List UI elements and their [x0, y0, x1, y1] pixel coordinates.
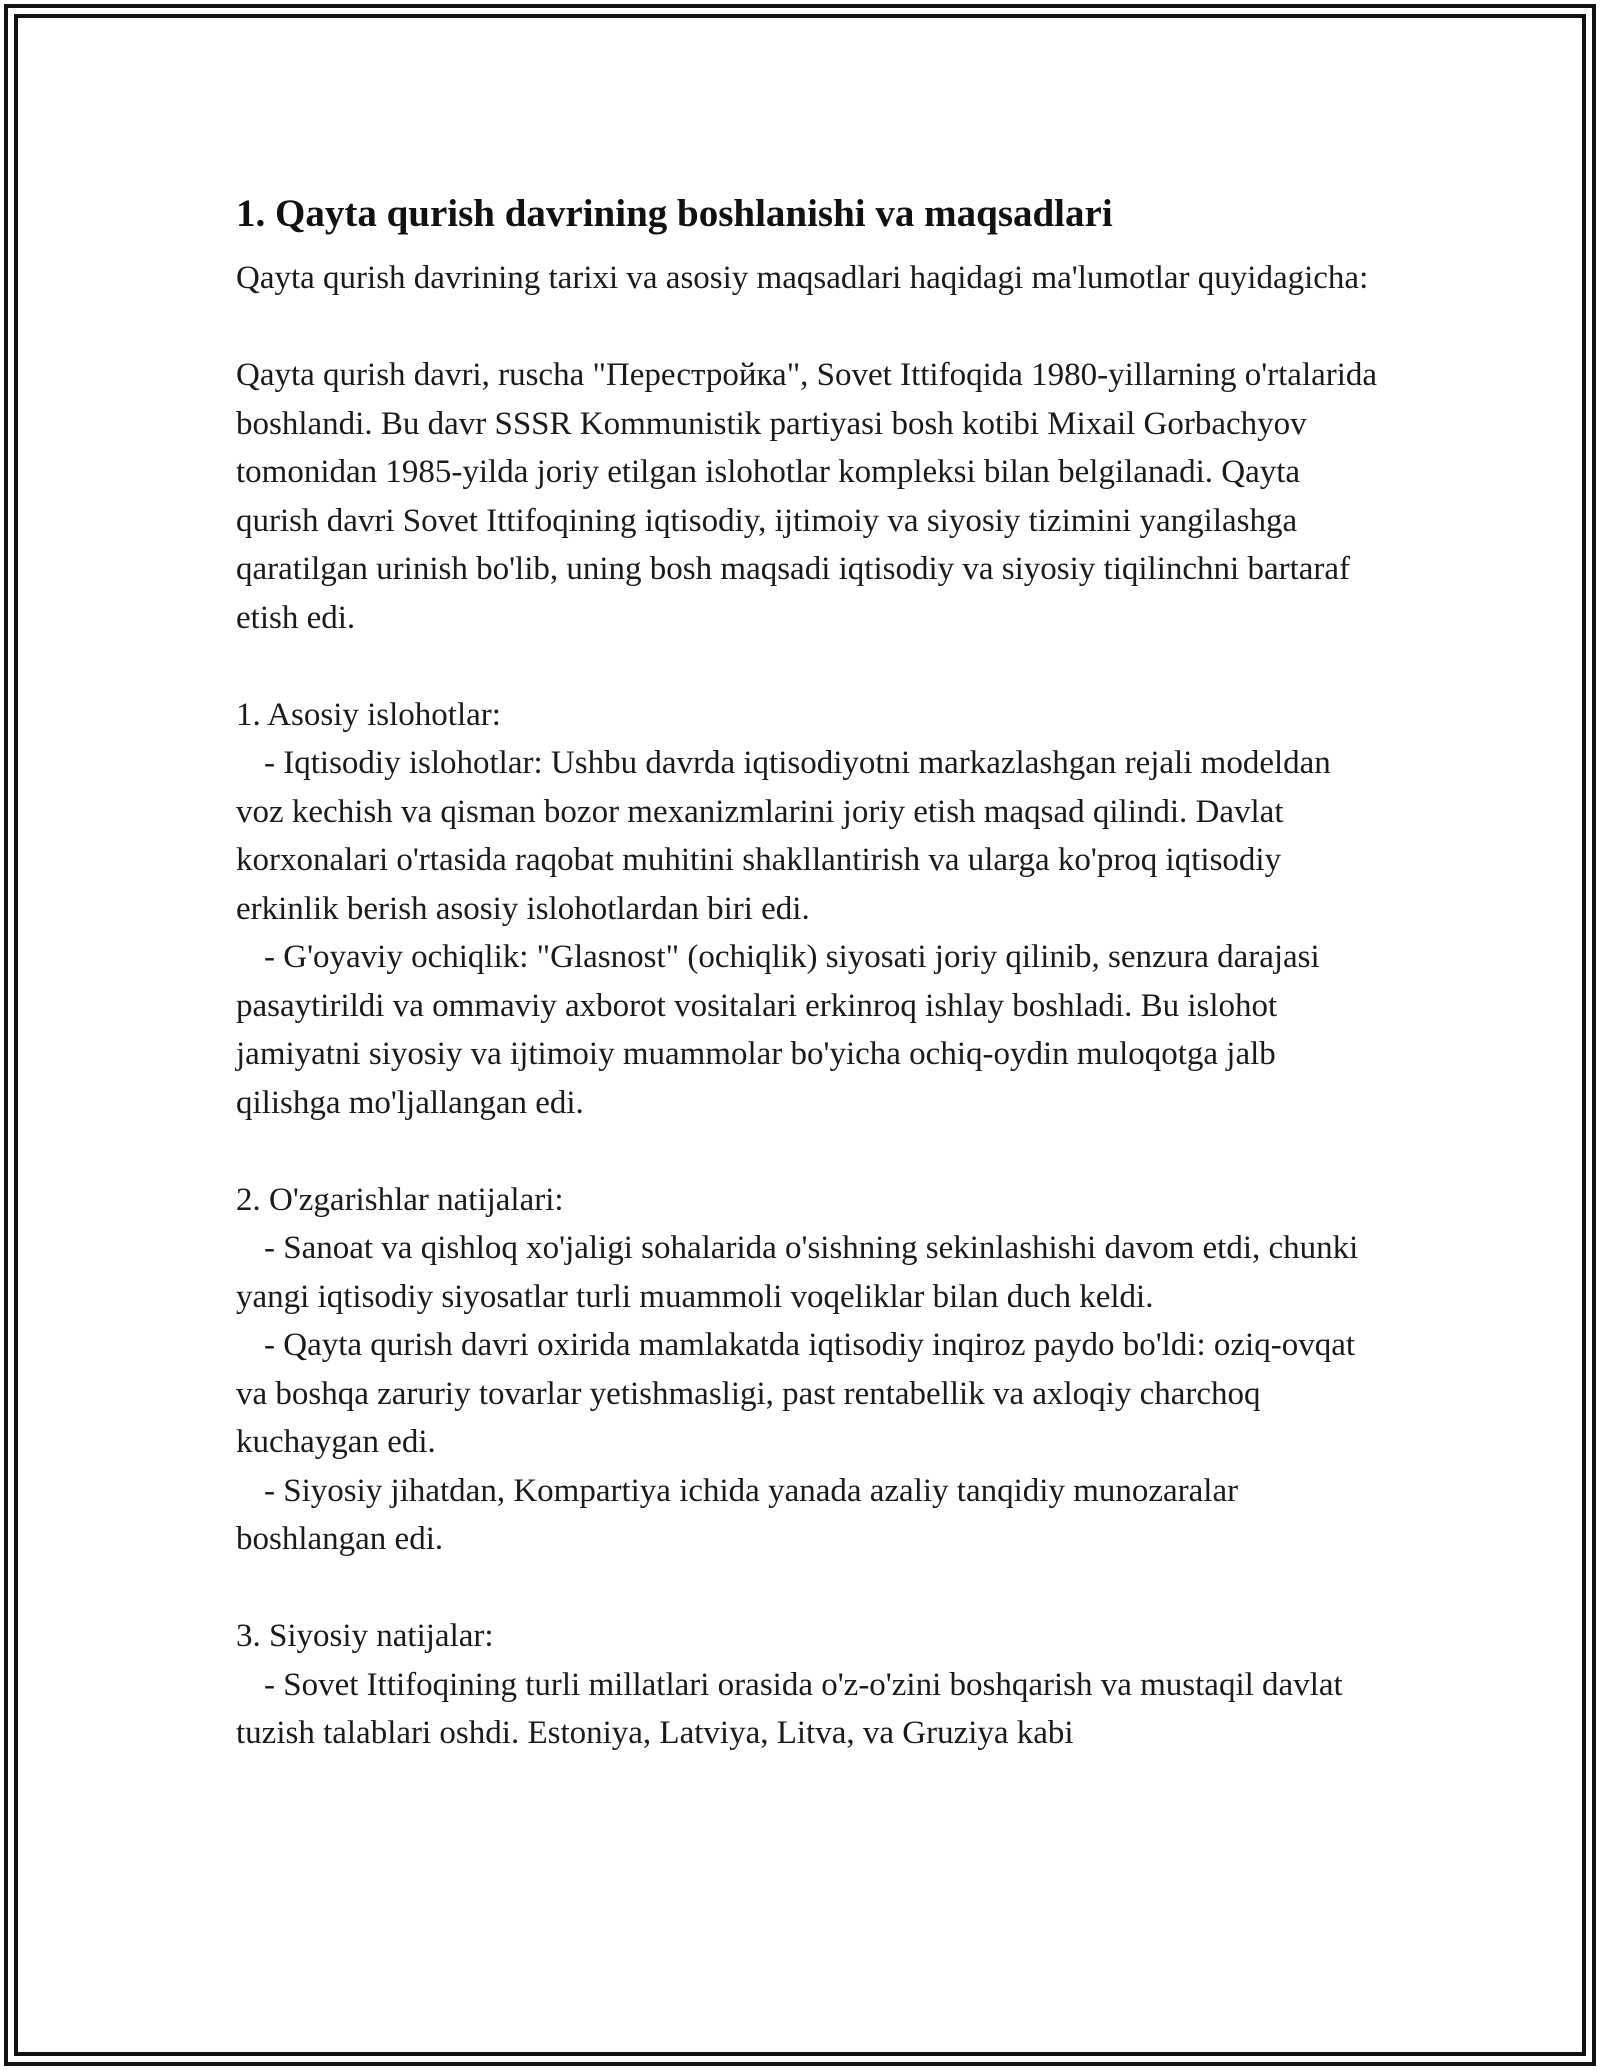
- document-body: [236, 186, 1386, 1806]
- section-heading: 3. Siyosiy natijalar:: [236, 1618, 494, 1654]
- intro-paragraph: Qayta qurish davrining tarixi va asosiy maqsadlari haqidagi ma'lumotlar quyidagicha:: [236, 260, 1369, 296]
- section-reforms: [236, 691, 1386, 1128]
- main-paragraph: Qayta qurish davri, ruscha "Перестройка", Sovet Ittifoqida 1980-yillarning o'rtalarida boshlandi. Bu davr SSSR Kommunistik partiyasi bosh kotibi Mixail Gorbachyov tomonidan 1985-yilda joriy etilgan islohotlar kompleksi bilan belgilanadi. Qayta qurish davri Sovet Ittifoqining iqtisodiy, ijtimoiy va siyosiy tizimini yangilashga qaratilgan urinish bo'lib, uning bosh maqsadi iqtisodiy va siyosiy tiqilinchni bartaraf etish edi.: [236, 357, 1386, 636]
- list-item: - Sovet Ittifoqining turli millatlari orasida o'z-o'zini boshqarish va mustaqil davlat tuzish talablari oshdi. Estoniya, Latviya, Litva, va Gruziya kabi: [236, 1666, 1351, 1751]
- section-heading: 2. O'zgarishlar natijalari:: [236, 1181, 564, 1218]
- list-item: - Sanoat va qishloq xo'jaligi sohalarida o'sishning sekinlashishi davom etdi, chunki yangi iqtisodiy siyosatlar turli muammoli voqeliklar bilan duch keldi.: [236, 1230, 1367, 1315]
- list-item: - Iqtisodiy islohotlar: Ushbu davrda iqtisodiyotni markazlashgan rejali modeldan voz kechish va qisman bozor mexanizmlarini joriy etish maqsad qilindi. Davlat korxonalari o'rtasida raqobat muhitini shakllantirish va ularga ko'proq iqtisodiy erkinlik berish asosiy islohotlardan biri edi.: [236, 745, 1340, 927]
- list-item: - Qayta qurish davri oxirida mamlakatda iqtisodiy inqiroz paydo bo'ldi: oziq-ovqat va boshqa zaruriy tovarlar yetishmasligi, past rentabellik va axloqiy charchoq kuchaygan edi.: [236, 1327, 1364, 1460]
- list-item: - G'oyaviy ochiqlik: "Glasnost" (ochiqlik) siyosati joriy qilinib, senzura darajasi pasaytirildi va ommaviy axborot vositalari erkinroq ishlay boshladi. Bu islohot jamiyatni siyosiy va ijtimoiy muammolar bo'yicha ochiq-oydin muloqotga jalb qilishga mo'ljallangan edi.: [236, 939, 1328, 1121]
- section-results: [236, 1176, 1386, 1564]
- section-heading: 1. Asosiy islohotlar:: [236, 696, 501, 733]
- document-title: 1. Qayta qurish davrining boshlanishi va maqsadlari: [236, 192, 1113, 235]
- section-political: [236, 1612, 1386, 1758]
- list-item: - Siyosiy jihatdan, Kompartiya ichida yanada azaliy tanqidiy munozaralar boshlangan edi.: [236, 1472, 1247, 1557]
